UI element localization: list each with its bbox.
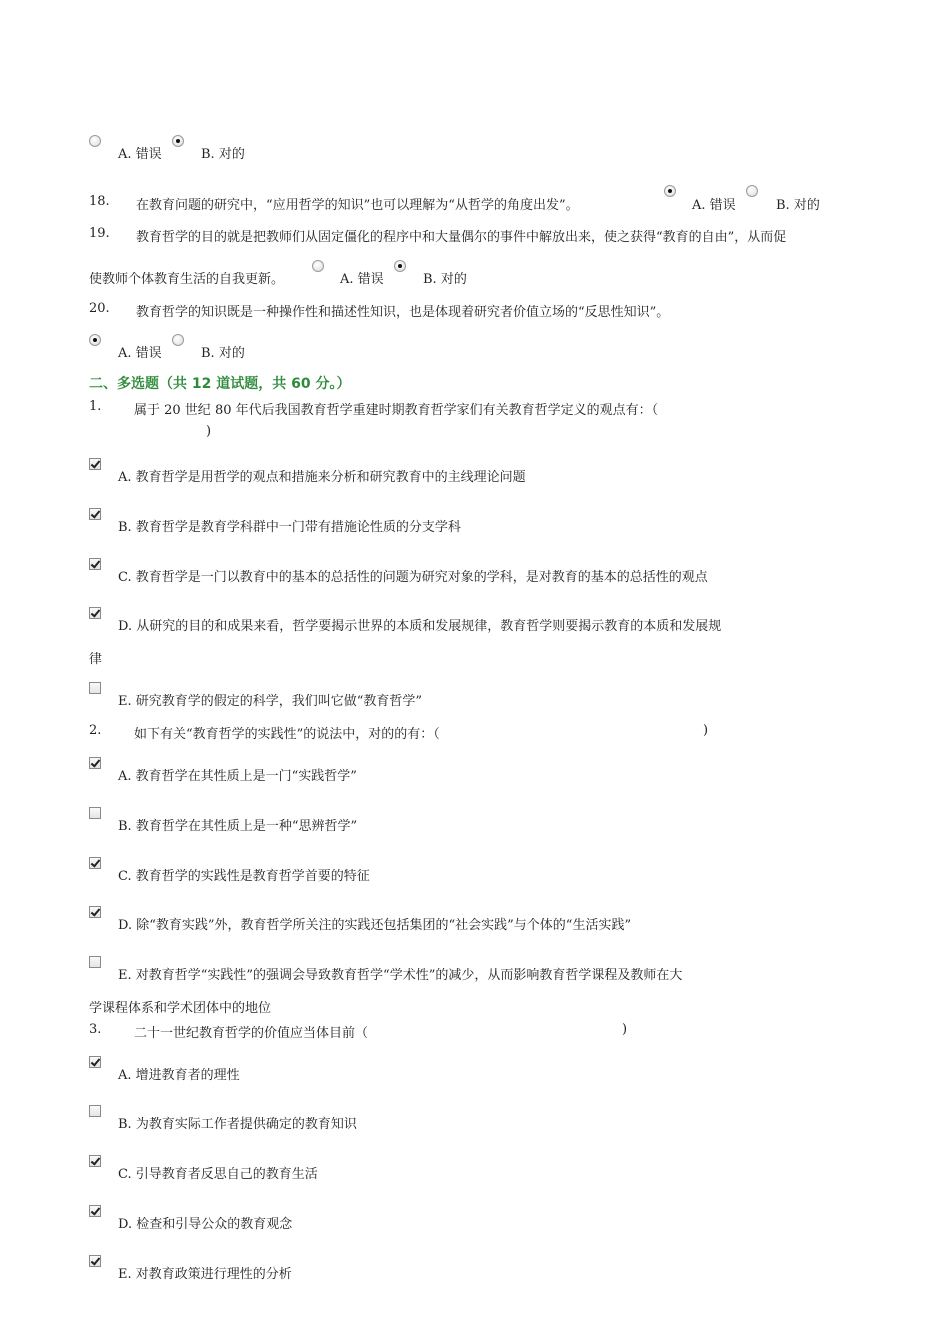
mq1-text: 属于 20 世纪 80 年代后我国教育哲学重建时期教育哲学家们有关教育哲学定义的观点有：（ <box>134 403 659 418</box>
mq3-option-b-checkbox[interactable] <box>89 1105 101 1117</box>
q18-number: 18. <box>89 194 110 209</box>
mq3-close-paren: ) <box>622 1022 628 1037</box>
mq3-option-e-checkbox[interactable] <box>89 1255 101 1267</box>
mq1-option-d-checkbox[interactable] <box>89 607 101 619</box>
q20-number: 20. <box>89 301 110 316</box>
mq3-text: 二十一世纪教育哲学的价值应当体目前（ <box>134 1026 369 1041</box>
mq3-option-c-label: C. 引导教育者反思自己的教育生活 <box>118 1167 318 1182</box>
section-heading-multiple-choice: 二、多选题（共 12 道试题，共 60 分。） <box>89 376 351 392</box>
mq1-number: 1. <box>89 399 102 414</box>
mq3-number: 3. <box>89 1022 102 1037</box>
mq2-option-c-label: C. 教育哲学的实践性是教育哲学首要的特征 <box>118 869 370 884</box>
q19-option-b-radio[interactable] <box>394 260 406 272</box>
mq1-option-d-label-cont: 律 <box>89 652 103 667</box>
q20-option-b-label: B. 对的 <box>201 346 245 361</box>
q19-text-line1: 教育哲学的目的就是把教师们从固定僵化的程序中和大量偶尔的事件中解放出来，使之获得“教育的自由”，从而促 <box>136 230 787 245</box>
mq1-option-e-label: E. 研究教育学的假定的科学，我们叫它做“教育哲学” <box>118 694 423 709</box>
mq2-option-c-checkbox[interactable] <box>89 857 101 869</box>
q19-option-b-label: B. 对的 <box>423 272 467 287</box>
mq3-option-c-checkbox[interactable] <box>89 1155 101 1167</box>
mq2-close-paren: ) <box>703 723 709 738</box>
mq2-option-b-checkbox[interactable] <box>89 807 101 819</box>
mq1-option-e-checkbox[interactable] <box>89 682 101 694</box>
mq3-option-d-checkbox[interactable] <box>89 1205 101 1217</box>
q19-text-line2: 使教师个体教育生活的自我更新。 <box>89 272 285 287</box>
q20-option-b-radio[interactable] <box>172 334 184 346</box>
mq3-option-d-label: D. 检查和引导公众的教育观念 <box>118 1217 293 1232</box>
q18-option-b-radio[interactable] <box>746 185 758 197</box>
mq2-option-d-label: D. 除“教育实践”外，教育哲学所关注的实践还包括集团的“社会实践”与个体的“生活实践” <box>118 918 632 933</box>
q17-option-b-radio[interactable] <box>172 135 184 147</box>
mq2-option-b-label: B. 教育哲学在其性质上是一种“思辨哲学” <box>118 819 358 834</box>
mq1-close-paren: ) <box>206 424 212 439</box>
q17-option-a-label: A. 错误 <box>118 147 162 162</box>
mq3-option-a-checkbox[interactable] <box>89 1056 101 1068</box>
q20-option-a-label: A. 错误 <box>118 346 162 361</box>
mq2-option-a-label: A. 教育哲学在其性质上是一门“实践哲学” <box>118 769 357 784</box>
mq2-option-e-label: E. 对教育哲学“实践性”的强调会导致教育哲学“学术性”的减少，从而影响教育哲学课程及教师在大 <box>118 968 683 983</box>
q20-option-a-radio[interactable] <box>89 334 101 346</box>
mq1-option-a-checkbox[interactable] <box>89 458 101 470</box>
q19-option-a-radio[interactable] <box>312 260 324 272</box>
mq3-option-a-label: A. 增进教育者的理性 <box>118 1068 240 1083</box>
mq1-option-b-checkbox[interactable] <box>89 508 101 520</box>
mq2-option-e-label-cont: 学课程体系和学术团体中的地位 <box>89 1001 272 1016</box>
mq2-option-e-checkbox[interactable] <box>89 956 101 968</box>
mq1-option-a-label: A. 教育哲学是用哲学的观点和措施来分析和研究教育中的主线理论问题 <box>118 470 526 485</box>
mq2-option-a-checkbox[interactable] <box>89 757 101 769</box>
q18-option-a-label: A. 错误 <box>692 198 736 213</box>
q17-option-a-radio[interactable] <box>89 135 101 147</box>
q20-text: 教育哲学的知识既是一种操作性和描述性知识，也是体现着研究者价值立场的“反思性知识”。 <box>136 305 670 320</box>
q19-option-a-label: A. 错误 <box>340 272 384 287</box>
mq3-option-e-label: E. 对教育政策进行理性的分析 <box>118 1267 292 1282</box>
q17-option-b-label: B. 对的 <box>201 147 245 162</box>
mq3-option-b-label: B. 为教育实际工作者提供确定的教育知识 <box>118 1117 357 1132</box>
q19-number: 19. <box>89 226 110 241</box>
mq2-text: 如下有关“教育哲学的实践性”的说法中，对的的有：（ <box>134 727 440 742</box>
mq2-option-d-checkbox[interactable] <box>89 906 101 918</box>
mq1-option-c-checkbox[interactable] <box>89 558 101 570</box>
mq1-option-c-label: C. 教育哲学是一门以教育中的基本的总括性的问题为研究对象的学科，是对教育的基本的总括性的观点 <box>118 570 708 585</box>
q18-option-b-label: B. 对的 <box>776 198 820 213</box>
mq2-number: 2. <box>89 723 102 738</box>
mq1-option-b-label: B. 教育哲学是教育学科群中一门带有措施论性质的分支学科 <box>118 520 461 535</box>
q18-option-a-radio[interactable] <box>664 185 676 197</box>
mq1-option-d-label: D. 从研究的目的和成果来看，哲学要揭示世界的本质和发展规律，教育哲学则要揭示教育的本质和发展规 <box>118 619 722 634</box>
q18-text: 在教育问题的研究中，“应用哲学的知识”也可以理解为“从哲学的角度出发”。 <box>136 198 579 213</box>
